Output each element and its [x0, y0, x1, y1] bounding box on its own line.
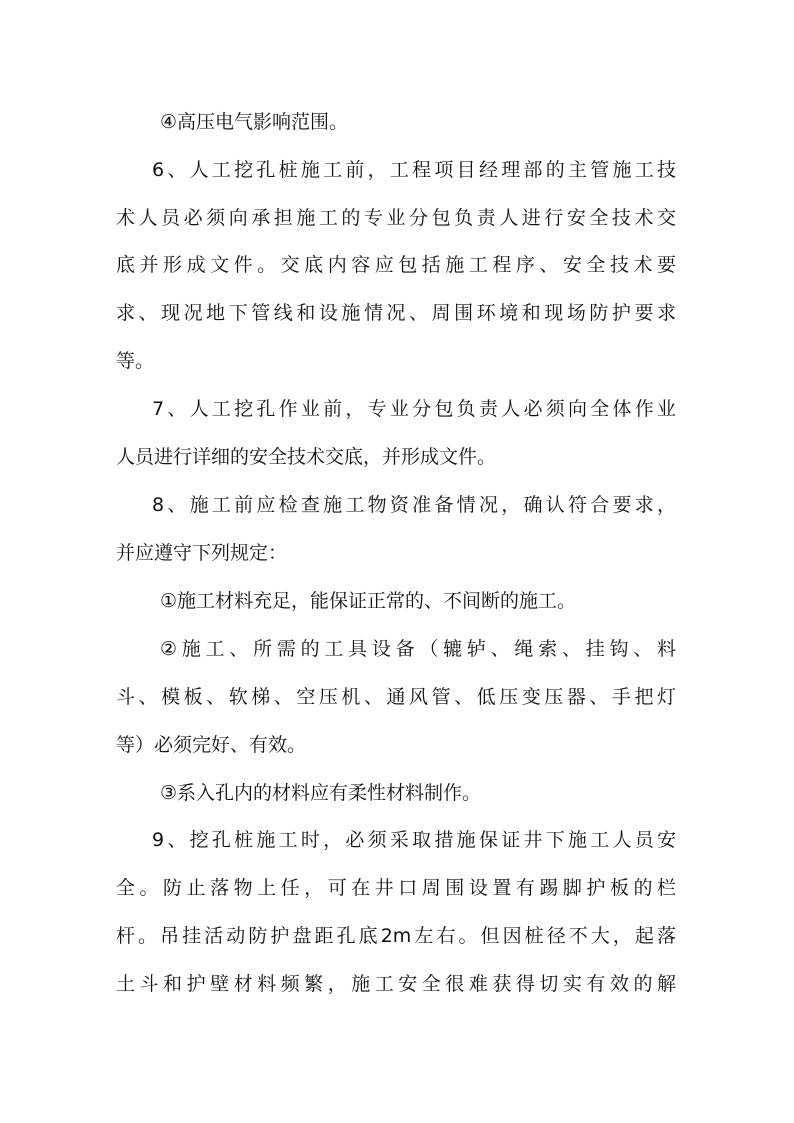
text-line: 底并形成文件。交底内容应包括施工程序、安全技术要	[116, 254, 676, 276]
text-line: 人员进行详细的安全技术交底，并形成文件。	[116, 446, 497, 468]
text-line: ③系入孔内的材料应有柔性材料制作。	[160, 782, 482, 804]
text-line: ④高压电气影响范围。	[160, 111, 349, 133]
text-line: ②施工、所需的工具设备（辘轳、绳索、挂钩、料	[160, 638, 676, 660]
text-line: 杆。吊挂活动防护盘距孔底2m左右。但因桩径不大，起落	[116, 925, 676, 947]
text-line: 7、人工挖孔作业前，专业分包负责人必须向全体作业	[152, 398, 676, 420]
text-line: 求、现况地下管线和设施情况、周围环境和现场防护要求	[116, 302, 676, 324]
text-line: 斗、模板、软梯、空压机、通风管、低压变压器、手把灯	[116, 686, 676, 708]
text-line: 等。	[116, 350, 155, 372]
text-line: 9、挖孔桩施工时，必须采取措施保证井下施工人员安	[152, 829, 676, 851]
text-line: 并应遵守下列规定：	[116, 542, 288, 564]
text-line: 等）必须完好、有效。	[116, 734, 307, 756]
text-line: 全。防止落物上任，可在井口周围设置有踢脚护板的栏	[116, 877, 676, 899]
text-line: ①施工材料充足，能保证正常的、不间断的施工。	[160, 590, 577, 612]
text-line: 6、人工挖孔桩施工前，工程项目经理部的主管施工技	[152, 159, 676, 181]
text-line: 术人员必须向承担施工的专业分包负责人进行安全技术交	[116, 207, 676, 229]
text-line: 8、施工前应检查施工物资准备情况，确认符合要求，	[152, 494, 676, 516]
text-line: 土斗和护壁材料频繁，施工安全很难获得切实有效的解	[116, 973, 676, 995]
